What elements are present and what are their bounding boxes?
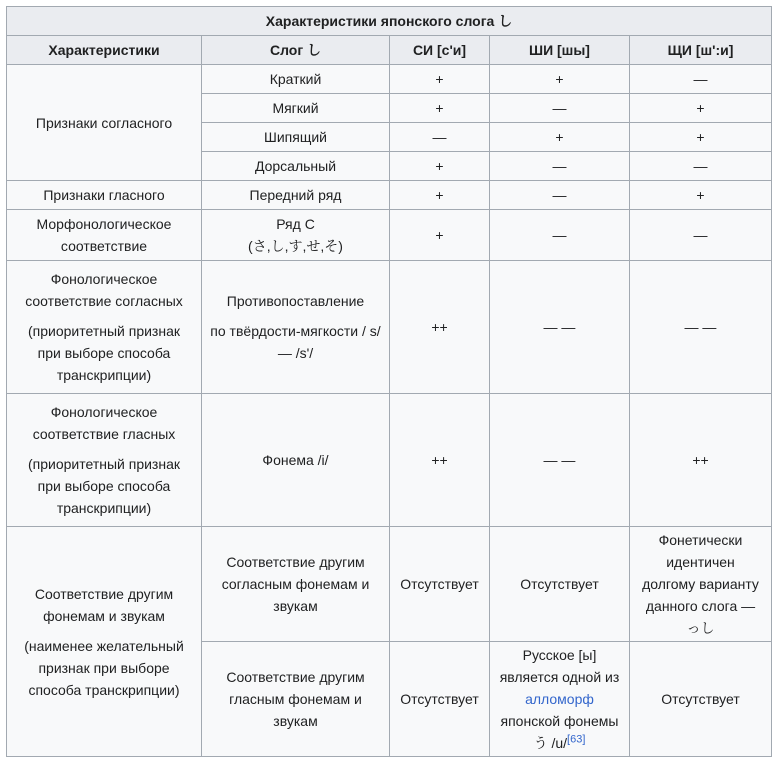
feature xyxy=(202,210,390,261)
cell: — xyxy=(490,94,630,123)
cell: Отсутствует xyxy=(390,527,490,642)
cell: + xyxy=(630,181,772,210)
cell-text: японской фонемы う /u/ xyxy=(500,713,619,751)
group-other xyxy=(7,527,202,757)
table-title: Характеристики японского слога し xyxy=(7,7,772,36)
group-consonant: Признаки согласного xyxy=(7,65,202,181)
cell: + xyxy=(630,123,772,152)
group-vowel: Признаки гласного xyxy=(7,181,202,210)
cell: + xyxy=(390,152,490,181)
feature: Краткий xyxy=(202,65,390,94)
feature: Дорсальный xyxy=(202,152,390,181)
header-shi: ШИ [шы] xyxy=(490,36,630,65)
syllable-table xyxy=(6,6,772,757)
feature: Передний ряд xyxy=(202,181,390,210)
cell: — xyxy=(490,152,630,181)
cell: + xyxy=(390,94,490,123)
cell: + xyxy=(390,65,490,94)
cell: — xyxy=(630,65,772,94)
header-si: СИ [с'и] xyxy=(390,36,490,65)
cell: — — xyxy=(630,261,772,394)
reference-link[interactable]: [63] xyxy=(567,733,586,746)
cell: + xyxy=(490,123,630,152)
feature: Мягкий xyxy=(202,94,390,123)
group-morph: Морфонологическое соответствие xyxy=(7,210,202,261)
group-phon-consonant xyxy=(7,261,202,394)
header-syllable: Слог し xyxy=(202,36,390,65)
cell: Отсутствует xyxy=(490,527,630,642)
feature-line: по твёрдости-мягкости / s/ — /s'/ xyxy=(210,323,381,361)
group-label: Соответствие другим фонемам и звукам xyxy=(34,585,174,624)
cell xyxy=(490,642,630,757)
cell: + xyxy=(490,65,630,94)
cell: Отсутствует xyxy=(390,642,490,757)
cell: — xyxy=(490,210,630,261)
cell: — xyxy=(630,210,772,261)
group-phon-vowel xyxy=(7,394,202,527)
cell: ++ xyxy=(390,261,490,394)
cell: + xyxy=(390,210,490,261)
cell-text: Русское [ы] является одной из xyxy=(499,647,620,685)
feature-line: (さ,し,す,せ,そ) xyxy=(248,238,343,254)
cell: + xyxy=(390,181,490,210)
group-note: (приоритетный признак при выборе способа транскрипции) xyxy=(28,323,180,383)
cell: ++ xyxy=(390,394,490,527)
cell: — xyxy=(390,123,490,152)
cell: ++ xyxy=(630,394,772,527)
group-label: Фонологическое соответствие гласных xyxy=(32,404,176,442)
cell: — — xyxy=(490,261,630,394)
group-note: (приоритетный признак при выборе способа транскрипции) xyxy=(28,456,180,516)
feature: Шипящий xyxy=(202,123,390,152)
cell: Фонетически идентичен долгому варианту данного слога — っし xyxy=(630,527,772,642)
cell: — xyxy=(490,181,630,210)
cell: + xyxy=(630,94,772,123)
feature-line: Ряд С xyxy=(276,216,315,232)
feature: Соответствие другим согласным фонемам и звукам xyxy=(202,527,390,642)
feature-line: Противопоставление xyxy=(226,293,365,309)
header-characteristics: Характеристики xyxy=(7,36,202,65)
group-label: Фонологическое соответствие согласных xyxy=(25,271,183,309)
feature: Соответствие другим гласным фонемам и звукам xyxy=(202,642,390,757)
cell: — — xyxy=(490,394,630,527)
cell: Отсутствует xyxy=(630,642,772,757)
feature: Фонема /i/ xyxy=(202,394,390,527)
feature xyxy=(202,261,390,394)
allomorph-link[interactable]: алломорф xyxy=(525,691,594,707)
cell: — xyxy=(630,152,772,181)
group-note: (наименее желательный признак при выборе способа транскрипции) xyxy=(24,637,184,698)
header-shchi: ЩИ [ш':и] xyxy=(630,36,772,65)
